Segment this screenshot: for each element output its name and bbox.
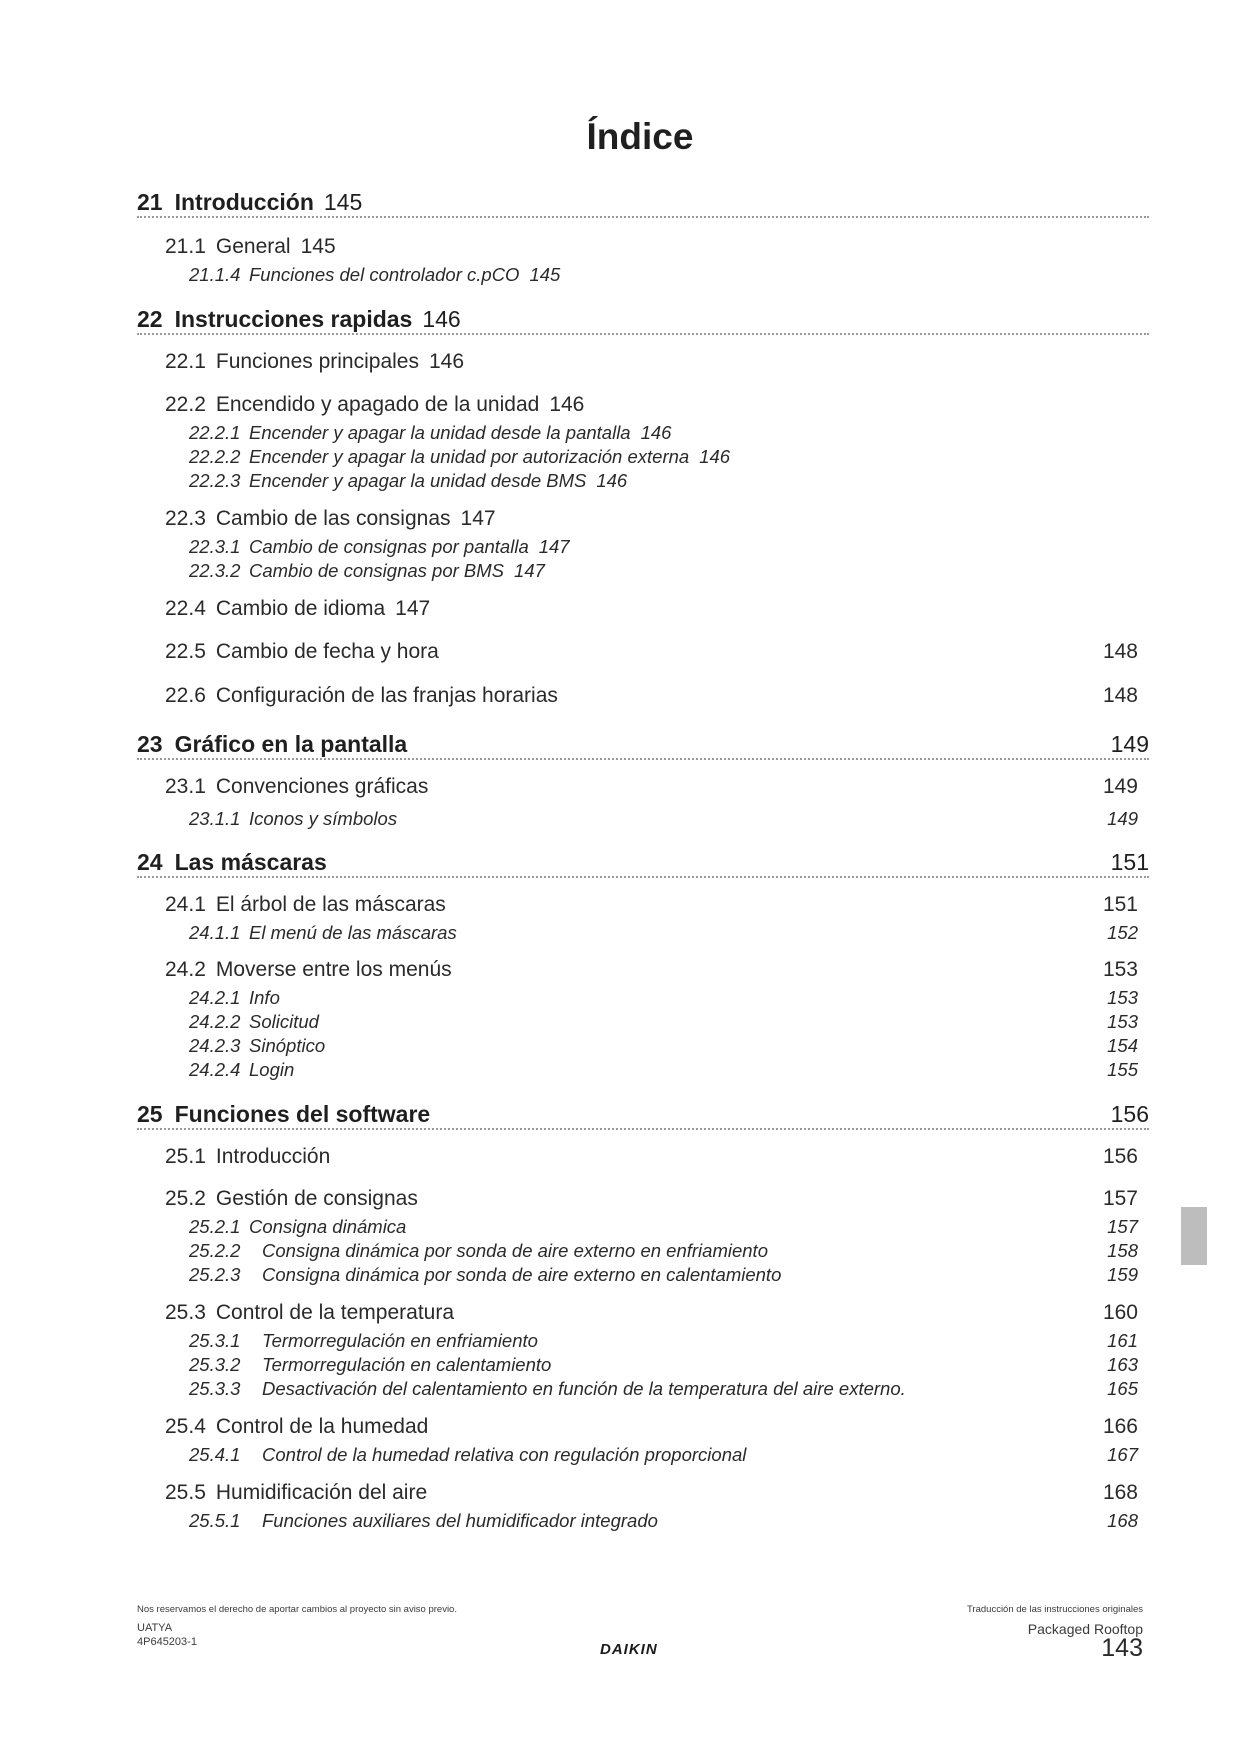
toc-entry-level-2[interactable] xyxy=(165,1186,1138,1212)
toc-entry-page: 153 xyxy=(1107,987,1138,1008)
toc-entry-number: 23.1 xyxy=(165,775,206,798)
toc-entry-level-2[interactable] xyxy=(165,1480,1138,1506)
toc-entry-number: 22.3 xyxy=(165,507,206,530)
toc-entry-level-3[interactable] xyxy=(189,1354,1138,1376)
toc-entry-number: 22.1 xyxy=(165,350,206,373)
toc-entry-title: Control de la humedad relativa con regulación proporcional xyxy=(262,1444,747,1465)
toc-entry-number: 24 xyxy=(137,849,163,875)
footer-disclaimer: Nos reservamos el derecho de aportar cambios al proyecto sin aviso previo. xyxy=(137,1604,457,1615)
toc-entry-page: 149 xyxy=(1110,731,1149,757)
toc-entry-page: 147 xyxy=(538,536,570,557)
toc-entry-title: Convenciones gráficas xyxy=(215,775,429,798)
toc-entry-number: 24.2.1 xyxy=(189,987,241,1008)
toc-entry-number: 22.3.1 xyxy=(189,536,241,557)
toc-entry-title: Consigna dinámica xyxy=(249,1216,407,1237)
toc-entry-level-3[interactable] xyxy=(189,1035,1138,1057)
toc-entry-page: 145 xyxy=(323,189,363,215)
toc-entry-title: Gráfico en la pantalla xyxy=(174,731,408,757)
toc-entry-level-3[interactable] xyxy=(189,922,1138,944)
toc-entry-number: 22.2.1 xyxy=(189,422,241,443)
toc-entry-page: 146 xyxy=(596,470,628,491)
toc-entry-page: 168 xyxy=(1102,1481,1138,1504)
toc-entry-page: 147 xyxy=(395,597,431,620)
toc-entry-level-2[interactable] xyxy=(165,774,1138,800)
toc-entry-number: 25.5.1 xyxy=(189,1510,241,1531)
toc-entry-page: 160 xyxy=(1102,1301,1138,1324)
toc-entry-level-2[interactable] xyxy=(165,506,1138,532)
toc-entry-page: 161 xyxy=(1107,1330,1138,1351)
toc-entry-page: 157 xyxy=(1102,1187,1138,1210)
toc-entry-title: Info xyxy=(249,987,280,1008)
toc-entry-page: 149 xyxy=(1102,775,1138,798)
toc-entry-title: Funciones del controlador c.pCO xyxy=(249,264,520,285)
toc-entry-level-1[interactable] xyxy=(137,188,1149,218)
toc-entry-page: 147 xyxy=(460,507,496,530)
toc-entry-page: 146 xyxy=(640,422,672,443)
toc-entry-title: Sinóptico xyxy=(249,1035,326,1056)
toc-entry-level-3[interactable] xyxy=(189,560,1138,582)
toc-entry-page: 168 xyxy=(1107,1510,1138,1531)
page-number: 143 xyxy=(1101,1634,1143,1662)
toc-entry-title: Solicitud xyxy=(249,1011,319,1032)
toc-entry-level-2[interactable] xyxy=(165,234,1138,260)
toc-entry-number: 25.3 xyxy=(165,1301,206,1324)
toc-entry-number: 22.5 xyxy=(165,640,206,663)
toc-entry-page: 151 xyxy=(1102,893,1138,916)
toc-entry-number: 25.2.1 xyxy=(189,1216,241,1237)
toc-entry-level-3[interactable] xyxy=(189,1378,1138,1400)
toc-entry-title: Moverse entre los menús xyxy=(215,958,452,981)
toc-entry-number: 22.2 xyxy=(165,393,206,416)
toc-entry-number: 22.2.2 xyxy=(189,446,241,467)
toc-entry-title: Cambio de consignas por BMS xyxy=(249,560,505,581)
toc-entry-page: 148 xyxy=(1102,684,1138,707)
toc-entry-page: 159 xyxy=(1107,1264,1138,1285)
toc-entry-title: Cambio de las consignas xyxy=(215,507,451,530)
toc-entry-level-3[interactable] xyxy=(189,1444,1138,1466)
toc-entry-page: 146 xyxy=(428,350,465,373)
toc-entry-title: Cambio de consignas por pantalla xyxy=(249,536,529,557)
toc-entry-title: Cambio de idioma xyxy=(215,597,386,620)
toc-entry-level-3[interactable] xyxy=(189,446,1138,468)
toc-entry-title: Encender y apagar la unidad desde BMS xyxy=(249,470,587,491)
toc-entry-page: 158 xyxy=(1107,1240,1138,1261)
page-title: Índice xyxy=(586,116,694,157)
toc-entry-level-2[interactable] xyxy=(165,392,1138,418)
toc-entry-number: 21 xyxy=(137,189,163,215)
section-tab-marker xyxy=(1181,1207,1207,1265)
toc-entry-number: 24.2 xyxy=(165,958,206,981)
toc-entry-page: 149 xyxy=(1107,808,1138,829)
toc-entry-number: 25.3.2 xyxy=(189,1354,241,1375)
toc-entry-title: Consigna dinámica por sonda de aire externo en enfriamiento xyxy=(262,1240,768,1261)
toc-entry-level-1[interactable] xyxy=(137,848,1149,878)
toc-entry-level-3[interactable] xyxy=(189,470,1138,492)
toc-entry-number: 22 xyxy=(137,306,163,332)
toc-entry-page: 145 xyxy=(300,235,336,258)
toc-entry-page: 156 xyxy=(1110,1101,1149,1127)
toc-entry-number: 25.4 xyxy=(165,1415,206,1438)
toc-entry-page: 151 xyxy=(1110,849,1149,875)
toc-entry-title: Encender y apagar la unidad desde la pantalla xyxy=(249,422,631,443)
toc-entry-number: 22.2.3 xyxy=(189,470,241,491)
toc-entry-number: 22.6 xyxy=(165,684,206,707)
toc-entry-level-3[interactable] xyxy=(189,264,1138,286)
toc-entry-page: 166 xyxy=(1102,1415,1138,1438)
footer-product: Packaged Rooftop xyxy=(1027,1621,1143,1637)
toc-entry-number: 22.4 xyxy=(165,597,206,620)
toc-entry-level-3[interactable] xyxy=(189,1059,1138,1081)
toc-entry-page: 157 xyxy=(1107,1216,1138,1237)
toc-entry-title: Las máscaras xyxy=(174,849,327,875)
toc-entry-title: Funciones auxiliares del humidificador integrado xyxy=(262,1510,658,1531)
toc-entry-page: 165 xyxy=(1107,1378,1138,1399)
toc-entry-number: 24.2.4 xyxy=(189,1059,241,1080)
toc-entry-number: 24.2.2 xyxy=(189,1011,241,1032)
toc-entry-page: 163 xyxy=(1107,1354,1138,1375)
toc-entry-level-2[interactable] xyxy=(165,957,1138,983)
toc-entry-title: Desactivación del calentamiento en función de la temperatura del aire externo. xyxy=(262,1378,906,1399)
toc-entry-number: 25.3.1 xyxy=(189,1330,241,1351)
toc-entry-title: Introducción xyxy=(174,189,314,215)
toc-entry-number: 25.2.3 xyxy=(189,1264,241,1285)
toc-entry-level-2[interactable] xyxy=(165,892,1138,918)
toc-entry-title: Control de la humedad xyxy=(215,1415,429,1438)
toc-entry-level-1[interactable] xyxy=(137,1100,1149,1130)
toc-entry-number: 24.1 xyxy=(165,893,206,916)
toc-entry-page: 147 xyxy=(514,560,545,581)
toc-entry-page: 146 xyxy=(549,393,585,416)
toc-entry-title: Humidificación del aire xyxy=(215,1481,428,1504)
toc-entry-number: 25.5 xyxy=(165,1481,206,1504)
toc-entry-level-1[interactable] xyxy=(137,305,1149,335)
toc-entry-number: 25.1 xyxy=(165,1145,206,1168)
toc-entry-title: Termorregulación en enfriamiento xyxy=(262,1330,538,1351)
footer-translation-note: Traducción de las instrucciones originales xyxy=(966,1604,1143,1615)
toc-entry-level-2[interactable] xyxy=(165,683,1138,709)
toc-entry-page: 154 xyxy=(1107,1035,1138,1056)
toc-entry-title: Introducción xyxy=(215,1145,331,1168)
toc-entry-page: 145 xyxy=(529,264,561,285)
toc-entry-page: 146 xyxy=(422,306,461,332)
toc-entry-title: El árbol de las máscaras xyxy=(215,893,446,916)
toc-entry-page: 155 xyxy=(1107,1059,1138,1080)
toc-entry-number: 23 xyxy=(137,731,163,757)
toc-entry-level-2[interactable] xyxy=(165,349,1138,375)
toc-entry-number: 25.2.2 xyxy=(189,1240,241,1261)
toc-entry-page: 167 xyxy=(1107,1444,1138,1465)
toc-entry-level-3[interactable] xyxy=(189,422,1138,444)
toc-entry-title: Termorregulación en calentamiento xyxy=(262,1354,552,1375)
toc-entry-title: El menú de las máscaras xyxy=(249,922,457,943)
toc-entry-page: 152 xyxy=(1107,922,1138,943)
daikin-logo: DAIKIN xyxy=(600,1641,658,1658)
toc-entry-title: Consigna dinámica por sonda de aire externo en calentamiento xyxy=(262,1264,782,1285)
toc-entry-number: 23.1.1 xyxy=(189,808,241,829)
toc-entry-level-3[interactable] xyxy=(189,1216,1138,1238)
toc-entry-level-3[interactable] xyxy=(189,1264,1138,1286)
toc-entry-number: 25 xyxy=(137,1101,163,1127)
toc-entry-title: Iconos y símbolos xyxy=(249,808,398,829)
toc-entry-title: Gestión de consignas xyxy=(215,1187,418,1210)
toc-entry-title: Login xyxy=(249,1059,295,1080)
toc-entry-page: 146 xyxy=(699,446,731,467)
toc-entry-page: 156 xyxy=(1102,1145,1138,1168)
toc-entry-level-2[interactable] xyxy=(165,1300,1138,1326)
toc-entry-number: 25.4.1 xyxy=(189,1444,241,1465)
toc-entry-level-3[interactable] xyxy=(189,987,1138,1009)
toc-entry-level-3[interactable] xyxy=(189,1011,1138,1033)
toc-entry-title: Encender y apagar la unidad por autorización externa xyxy=(249,446,690,467)
toc-entry-number: 22.3.2 xyxy=(189,560,241,581)
toc-entry-level-2[interactable] xyxy=(165,1414,1138,1440)
toc-entry-page: 153 xyxy=(1102,958,1138,981)
toc-entry-level-2[interactable] xyxy=(165,1144,1138,1170)
toc-entry-page: 148 xyxy=(1102,640,1138,663)
toc-entry-title: General xyxy=(215,235,291,258)
toc-entry-title: Cambio de fecha y hora xyxy=(215,640,439,663)
toc-entry-title: Funciones del software xyxy=(174,1101,431,1127)
toc-entry-title: Control de la temperatura xyxy=(215,1301,455,1324)
toc-entry-level-3[interactable] xyxy=(189,536,1138,558)
toc-entry-page: 153 xyxy=(1107,1011,1138,1032)
toc-entry-title: Funciones principales xyxy=(215,350,419,373)
toc-entry-title: Encendido y apagado de la unidad xyxy=(215,393,540,416)
toc-entry-number: 25.3.3 xyxy=(189,1378,241,1399)
toc-entry-number: 21.1 xyxy=(165,235,206,258)
toc-entry-title: Configuración de las franjas horarias xyxy=(215,684,558,707)
toc-entry-number: 24.1.1 xyxy=(189,922,241,943)
toc-entry-title: Instrucciones rapidas xyxy=(174,306,413,332)
toc-entry-number: 21.1.4 xyxy=(189,264,241,285)
toc-entry-number: 24.2.3 xyxy=(189,1035,241,1056)
toc-entry-level-3[interactable] xyxy=(189,1330,1138,1352)
toc-entry-level-1[interactable] xyxy=(137,730,1149,760)
toc-entry-level-2[interactable] xyxy=(165,639,1138,665)
toc-entry-level-3[interactable] xyxy=(189,808,1138,830)
toc-entry-level-2[interactable] xyxy=(165,596,1138,622)
footer-doc-code: 4P645203-1 xyxy=(137,1636,197,1648)
footer-model: UATYA xyxy=(137,1622,173,1634)
toc-entry-number: 25.2 xyxy=(165,1187,206,1210)
toc-entry-level-3[interactable] xyxy=(189,1240,1138,1262)
toc-entry-level-3[interactable] xyxy=(189,1510,1138,1532)
